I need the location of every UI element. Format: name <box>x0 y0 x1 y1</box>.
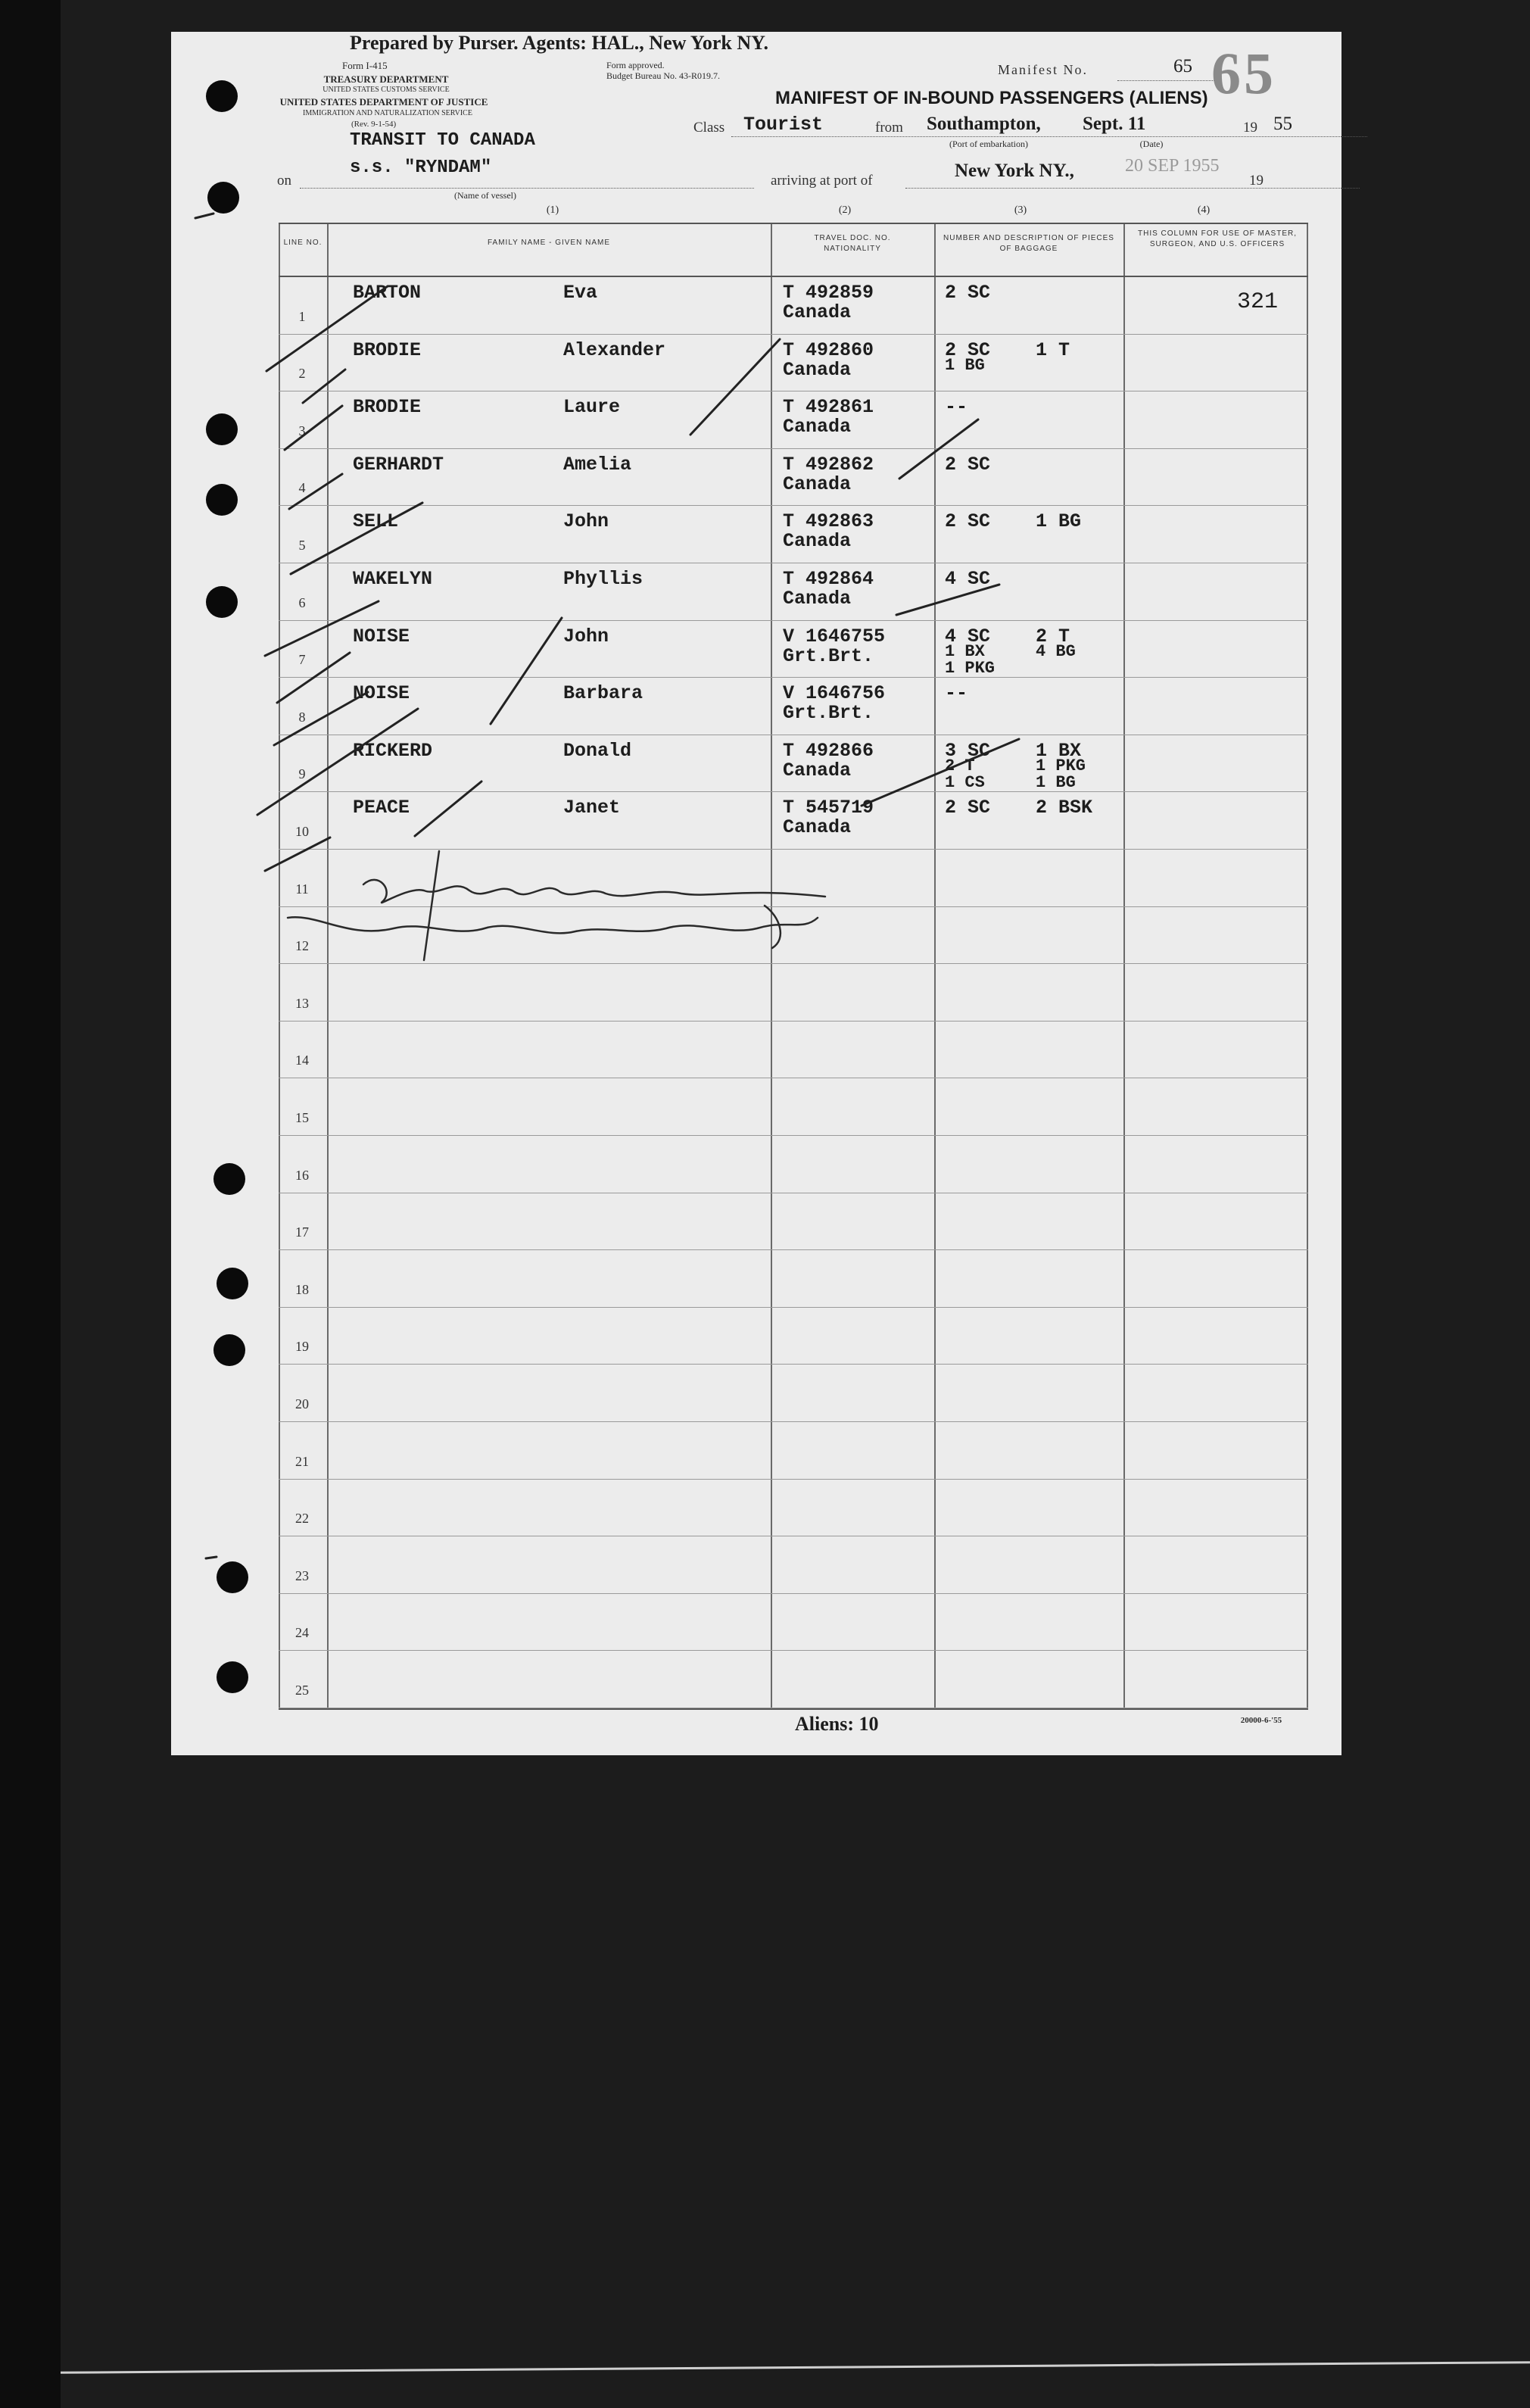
empty-table-row <box>279 1022 1308 1079</box>
line-number: 25 <box>295 1682 309 1698</box>
line-number: 8 <box>298 709 306 725</box>
table-row <box>279 563 1308 621</box>
family-name: GERHARDT <box>353 453 444 476</box>
line-number: 12 <box>295 938 309 954</box>
nationality: Canada <box>783 301 852 323</box>
baggage-extra: 1 BG <box>1036 510 1082 533</box>
family-name: BRODIE <box>353 338 422 361</box>
travel-doc-number: T 492864 <box>783 568 874 590</box>
baggage-primary: -- <box>945 396 968 419</box>
column-header-line-no: LINE NO. <box>283 239 323 247</box>
line-number: 18 <box>295 1281 309 1297</box>
form-approved: Form approved. <box>606 60 665 70</box>
table-row <box>279 621 1308 678</box>
year-prefix: 19 <box>1243 120 1257 136</box>
justice-dept: UNITED STATES DEPARTMENT OF JUSTICE <box>279 96 488 108</box>
empty-table-row <box>279 964 1308 1022</box>
empty-table-row <box>279 850 1308 907</box>
baggage-primary: 4 SC <box>945 625 991 647</box>
arriving-year-prefix: 19 <box>1249 173 1264 189</box>
baggage-secondary: 1 BX <box>945 641 985 661</box>
manifest-title: MANIFEST OF IN-BOUND PASSENGERS (ALIENS) <box>775 88 1208 108</box>
baggage-secondary: 1 BG <box>945 355 985 375</box>
empty-table-row <box>279 1651 1308 1708</box>
given-name: Phyllis <box>563 568 643 590</box>
travel-doc-number: T 492863 <box>783 510 874 533</box>
table-border-top <box>279 223 1308 224</box>
travel-doc-number: T 492859 <box>783 282 874 304</box>
column-header-travel-doc: TRAVEL DOC. NO. NATIONALITY <box>814 234 891 253</box>
baggage-primary: 2 SC <box>945 510 991 533</box>
customs-service: UNITED STATES CUSTOMS SERVICE <box>323 86 450 94</box>
empty-table-row <box>279 1308 1308 1365</box>
table-row <box>279 391 1308 449</box>
manifest-number-underline <box>1117 80 1216 81</box>
baggage-primary: -- <box>945 682 968 705</box>
line-number: 3 <box>298 423 306 438</box>
family-name: PEACE <box>353 797 410 819</box>
line-number: 23 <box>295 1567 309 1583</box>
column-number-4: (4) <box>1197 204 1211 216</box>
empty-table-row <box>279 1136 1308 1193</box>
binder-hole <box>206 484 238 516</box>
binder-hole <box>207 182 239 214</box>
given-name: John <box>563 510 609 533</box>
binder-hole <box>206 413 238 445</box>
immigration-service: IMMIGRATION AND NATURALIZATION SERVICE <box>303 109 472 117</box>
class-underline <box>731 136 1367 137</box>
family-name: SELL <box>353 510 399 533</box>
arrival-date-stamp: 20 SEP 1955 <box>1125 156 1220 176</box>
class-value: Tourist <box>743 114 824 136</box>
departure-date: Sept. 11 <box>1083 114 1146 134</box>
travel-doc-number: T 492861 <box>783 396 874 419</box>
line-number: 22 <box>295 1511 309 1527</box>
arriving-underline <box>905 188 1360 189</box>
empty-table-row <box>279 1193 1308 1251</box>
prepared-by-line: Prepared by Purser. Agents: HAL., New York NY. <box>350 32 768 54</box>
baggage-extra: 2 BSK <box>1036 797 1093 819</box>
nationality: Canada <box>783 358 852 381</box>
budget-bureau: Budget Bureau No. 43-R019.7. <box>606 70 720 81</box>
baggage-primary: 2 SC <box>945 453 991 476</box>
line-number: 4 <box>298 480 306 496</box>
travel-doc-number: V 1646756 <box>783 682 886 705</box>
given-name: Amelia <box>563 453 632 476</box>
family-name: NOISE <box>353 682 410 705</box>
baggage-extra-2: 1 PKG <box>1036 756 1086 775</box>
nationality: Grt.Brt. <box>783 644 874 667</box>
empty-table-row <box>279 907 1308 965</box>
column-number-3: (3) <box>1014 204 1027 216</box>
aliens-total: Aliens: 10 <box>795 1713 879 1735</box>
family-name: BRODIE <box>353 396 422 419</box>
baggage-primary: 3 SC <box>945 739 991 762</box>
nationality: Canada <box>783 416 852 438</box>
line-number: 15 <box>295 1109 309 1125</box>
baggage-extra: 1 BX <box>1036 739 1082 762</box>
given-name: Donald <box>563 739 632 762</box>
travel-doc-number: T 545719 <box>783 797 874 819</box>
arriving-label: arriving at port of <box>771 173 873 189</box>
empty-table-row <box>279 1250 1308 1308</box>
given-name: Barbara <box>563 682 643 705</box>
binder-hole <box>206 80 238 112</box>
line-number: 17 <box>295 1224 309 1240</box>
line-number: 14 <box>295 1053 309 1068</box>
binder-hole <box>217 1561 248 1593</box>
given-name: Eva <box>563 282 598 304</box>
baggage-primary: 2 SC <box>945 338 991 361</box>
empty-table-row <box>279 1536 1308 1594</box>
empty-table-row <box>279 1078 1308 1136</box>
line-number: 21 <box>295 1453 309 1469</box>
given-name: Alexander <box>563 338 666 361</box>
table-row <box>279 449 1308 507</box>
baggage-extra-3: 1 BG <box>1036 772 1076 792</box>
nationality: Canada <box>783 473 852 495</box>
table-row <box>279 792 1308 850</box>
line-number: 10 <box>295 823 309 839</box>
nationality: Canada <box>783 588 852 610</box>
travel-doc-number: V 1646755 <box>783 625 886 647</box>
binder-hole <box>213 1334 245 1366</box>
embarkation-caption: (Port of embarkation) <box>949 139 1028 149</box>
vessel-name: s.s. "RYNDAM" <box>350 158 492 178</box>
column-header-baggage: NUMBER AND DESCRIPTION OF PIECES OF BAGGAGE <box>943 234 1114 253</box>
table-border-bottom <box>279 1708 1308 1710</box>
baggage-primary: 2 SC <box>945 797 991 819</box>
given-name: Janet <box>563 797 621 819</box>
baggage-extra: 1 T <box>1036 338 1070 361</box>
scan-bottom-line <box>61 2361 1530 2374</box>
empty-table-row <box>279 1422 1308 1480</box>
nationality: Canada <box>783 816 852 839</box>
form-revision: (Rev. 9-1-54) <box>351 120 397 129</box>
baggage-extra-2: 4 BG <box>1036 641 1076 661</box>
binder-hole <box>206 586 238 618</box>
baggage-primary: 2 SC <box>945 282 991 304</box>
line-number: 24 <box>295 1625 309 1641</box>
line-number: 20 <box>295 1396 309 1411</box>
nationality: Grt.Brt. <box>783 702 874 725</box>
line-number: 11 <box>295 881 309 897</box>
vessel-underline <box>300 188 754 189</box>
line-number: 5 <box>298 537 306 553</box>
manifest-number-label: Manifest No. <box>998 62 1088 77</box>
line-number: 16 <box>295 1167 309 1183</box>
line-number: 6 <box>298 594 306 610</box>
baggage-secondary: 2 T <box>945 756 975 775</box>
line-number: 7 <box>298 652 306 668</box>
baggage-extra: 2 T <box>1036 625 1070 647</box>
empty-table-row <box>279 1365 1308 1422</box>
officer-note: 321 <box>1237 289 1279 315</box>
travel-doc-number: T 492862 <box>783 453 874 476</box>
baggage-primary: 4 SC <box>945 568 991 590</box>
scan-left-edge <box>0 0 61 2408</box>
column-number-1: (1) <box>546 204 559 216</box>
travel-doc-number: T 492860 <box>783 338 874 361</box>
transit-to-canada: TRANSIT TO CANADA <box>350 130 535 151</box>
nationality: Canada <box>783 759 852 781</box>
on-label: on <box>277 173 291 189</box>
table-row <box>279 678 1308 735</box>
empty-table-row <box>279 1480 1308 1537</box>
embarkation-port: Southampton, <box>927 114 1041 134</box>
form-number: Form I-415 <box>342 60 388 71</box>
class-label: Class <box>693 120 725 136</box>
family-name: NOISE <box>353 625 410 647</box>
print-code: 20000-6-'55 <box>1240 1716 1282 1725</box>
empty-table-row <box>279 1594 1308 1652</box>
departure-year: 55 <box>1273 114 1292 134</box>
table-row <box>279 506 1308 563</box>
binder-hole <box>213 1163 245 1195</box>
baggage-tertiary: 1 CS <box>945 772 985 792</box>
table-row <box>279 335 1308 392</box>
manifest-table <box>279 223 1308 1710</box>
binder-hole <box>217 1661 248 1693</box>
family-name: BARTON <box>353 282 422 304</box>
nationality: Canada <box>783 530 852 553</box>
column-header-name: FAMILY NAME - GIVEN NAME <box>488 239 610 247</box>
line-number: 19 <box>295 1339 309 1355</box>
manifest-number: 65 <box>1173 56 1192 76</box>
column-header-officers: THIS COLUMN FOR USE OF MASTER, SURGEON, AND U.S. OFFICERS <box>1137 229 1297 248</box>
line-number: 2 <box>298 366 306 382</box>
line-number: 1 <box>298 308 306 324</box>
arrival-port: New York NY., <box>955 161 1074 181</box>
family-name: RICKERD <box>353 739 433 762</box>
manifest-number-stamp: 65 <box>1211 40 1276 106</box>
from-label: from <box>875 120 903 136</box>
date-caption: (Date) <box>1139 139 1164 149</box>
table-row <box>279 277 1308 335</box>
family-name: WAKELYN <box>353 568 433 590</box>
column-number-2: (2) <box>838 204 852 216</box>
line-number: 13 <box>295 995 309 1011</box>
baggage-tertiary: 1 PKG <box>945 658 996 678</box>
binder-hole <box>217 1268 248 1299</box>
line-number: 9 <box>298 766 306 782</box>
travel-doc-number: T 492866 <box>783 739 874 762</box>
given-name: John <box>563 625 609 647</box>
given-name: Laure <box>563 396 621 419</box>
table-row <box>279 735 1308 793</box>
vessel-caption: (Name of vessel) <box>454 190 516 201</box>
treasury-dept: TREASURY DEPARTMENT <box>323 73 449 85</box>
